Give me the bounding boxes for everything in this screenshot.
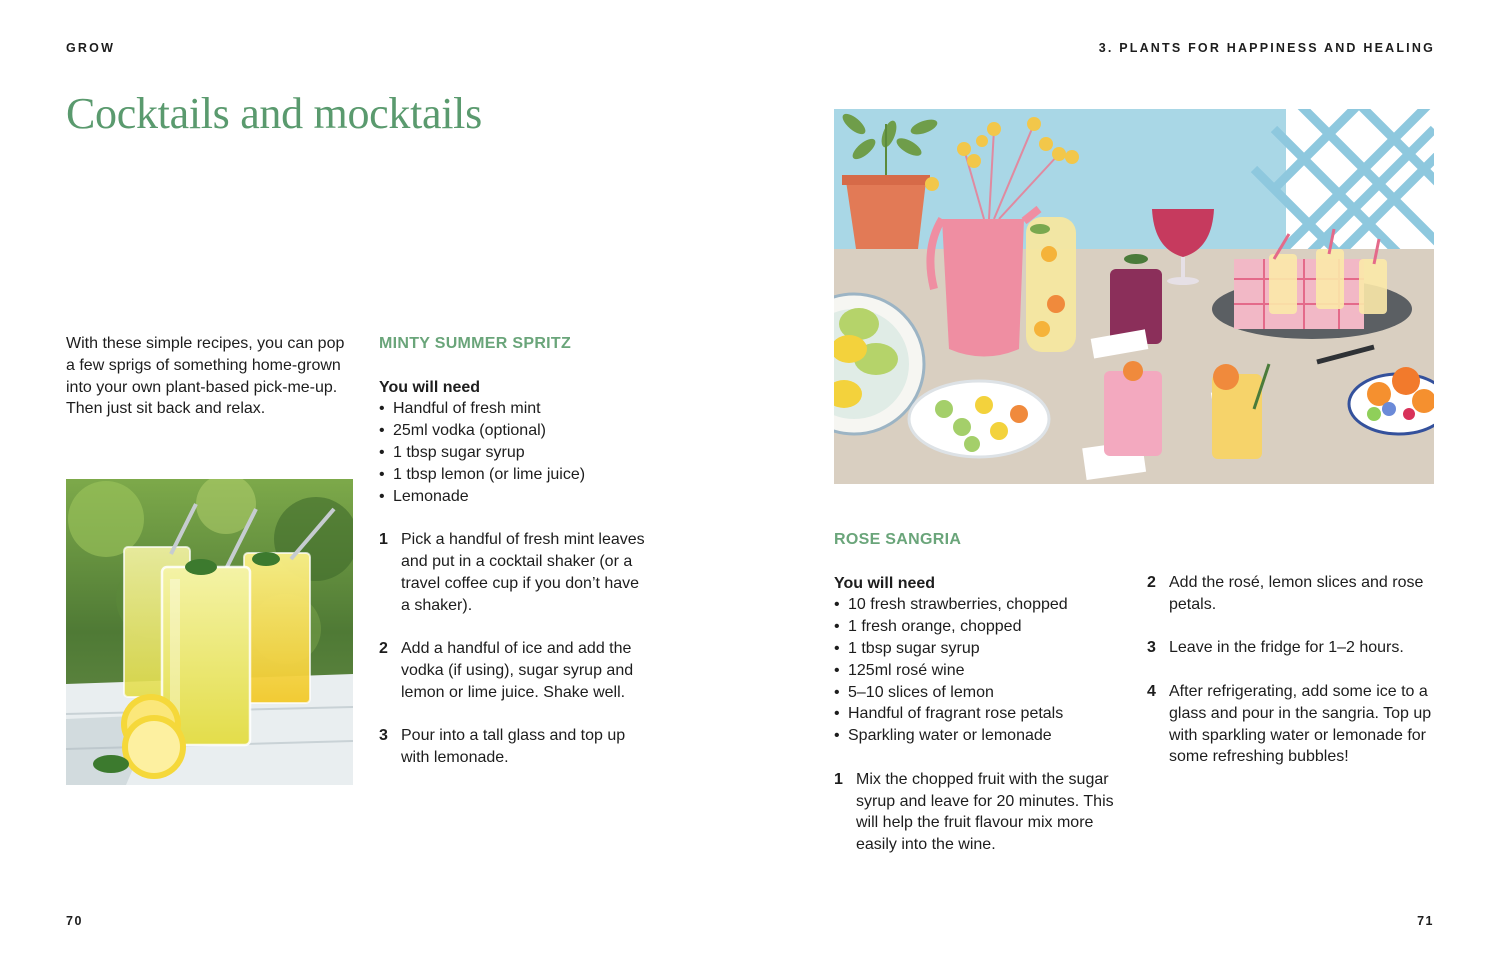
method-steps <box>1147 572 1437 768</box>
drinks-table-illustration <box>834 109 1434 484</box>
page-number-left: 70 <box>66 914 83 928</box>
ingredient-item: • Lemonade <box>379 486 649 508</box>
ingredient-item: • Handful of fresh mint <box>379 398 649 420</box>
step-text: Pick a handful of fresh mint leaves and put in a cocktail shaker (or a travel coffee cup if you don’t have a shaker). <box>401 531 645 614</box>
you-will-need-heading: You will need <box>834 574 936 592</box>
ingredient-item: • 25ml vodka (optional) <box>379 420 649 442</box>
step-number: 3 <box>379 727 388 745</box>
ingredient-item: • 1 tbsp sugar syrup <box>834 638 1124 660</box>
ingredient-item: • 1 fresh orange, chopped <box>834 616 1124 638</box>
recipe-rose-sangria <box>834 529 1124 878</box>
ingredient-item: • 1 tbsp sugar syrup <box>379 442 649 464</box>
ingredient-item: • 5–10 slices of lemon <box>834 682 1124 704</box>
method-steps <box>834 769 1124 856</box>
recipe-rose-sangria-continued <box>1147 572 1437 790</box>
step-number: 2 <box>379 640 388 658</box>
running-head-right: 3. PLANTS FOR HAPPINESS AND HEALING <box>1098 41 1435 55</box>
method-step <box>379 725 649 769</box>
method-step <box>379 529 649 616</box>
step-text: Leave in the fridge for 1–2 hours. <box>1169 639 1404 657</box>
ingredient-item: • Handful of fragrant rose petals <box>834 703 1124 725</box>
method-step <box>1147 572 1437 616</box>
recipe-minty-spritz <box>379 333 649 791</box>
step-number: 1 <box>379 531 388 549</box>
method-step <box>379 638 649 703</box>
step-number: 3 <box>1147 639 1156 657</box>
ingredient-item: • 1 tbsp lemon (or lime juice) <box>379 464 649 486</box>
you-will-need-heading: You will need <box>379 378 481 396</box>
step-text: Add the rosé, lemon slices and rose petals. <box>1169 574 1424 613</box>
step-text: After refrigerating, add some ice to a glass and pour in the sangria. Top up with sparkling water or lemonade for some refreshing bubbles! <box>1169 682 1432 766</box>
step-text: Add a handful of ice and add the vodka (if using), sugar syrup and lemon or lime juice. Shake well. <box>401 640 634 701</box>
step-number: 2 <box>1147 574 1156 591</box>
method-step <box>1147 637 1437 659</box>
step-text: Pour into a tall glass and top up with lemonade. <box>401 727 626 767</box>
method-step <box>1147 681 1437 768</box>
ingredient-item: • Sparkling water or lemonade <box>834 725 1124 747</box>
page-title: Cocktails and mocktails <box>66 89 482 138</box>
step-number: 4 <box>1147 682 1156 700</box>
ingredient-item: • 125ml rosé wine <box>834 660 1124 682</box>
intro-paragraph: With these simple recipes, you can pop a few sprigs of something home-grown into your own plant-based pick-me-up. Then just sit back and relax. <box>66 335 345 418</box>
ingredient-item: • 10 fresh strawberries, chopped <box>834 594 1124 616</box>
method-steps <box>379 529 649 769</box>
step-text: Mix the chopped fruit with the sugar syrup and leave for 20 minutes. This will help the fruit flavour mix more easily into the wine. <box>856 770 1114 854</box>
page-number-right: 71 <box>1417 914 1434 928</box>
lemonade-photo <box>66 479 353 785</box>
running-head-left: GROW <box>66 41 116 55</box>
recipe-title: MINTY SUMMER SPRITZ <box>379 335 572 352</box>
method-step <box>834 769 1124 856</box>
ingredient-list <box>379 398 649 507</box>
recipe-title: ROSE SANGRIA <box>834 531 962 548</box>
ingredient-list <box>834 594 1124 747</box>
step-number: 1 <box>834 770 843 788</box>
